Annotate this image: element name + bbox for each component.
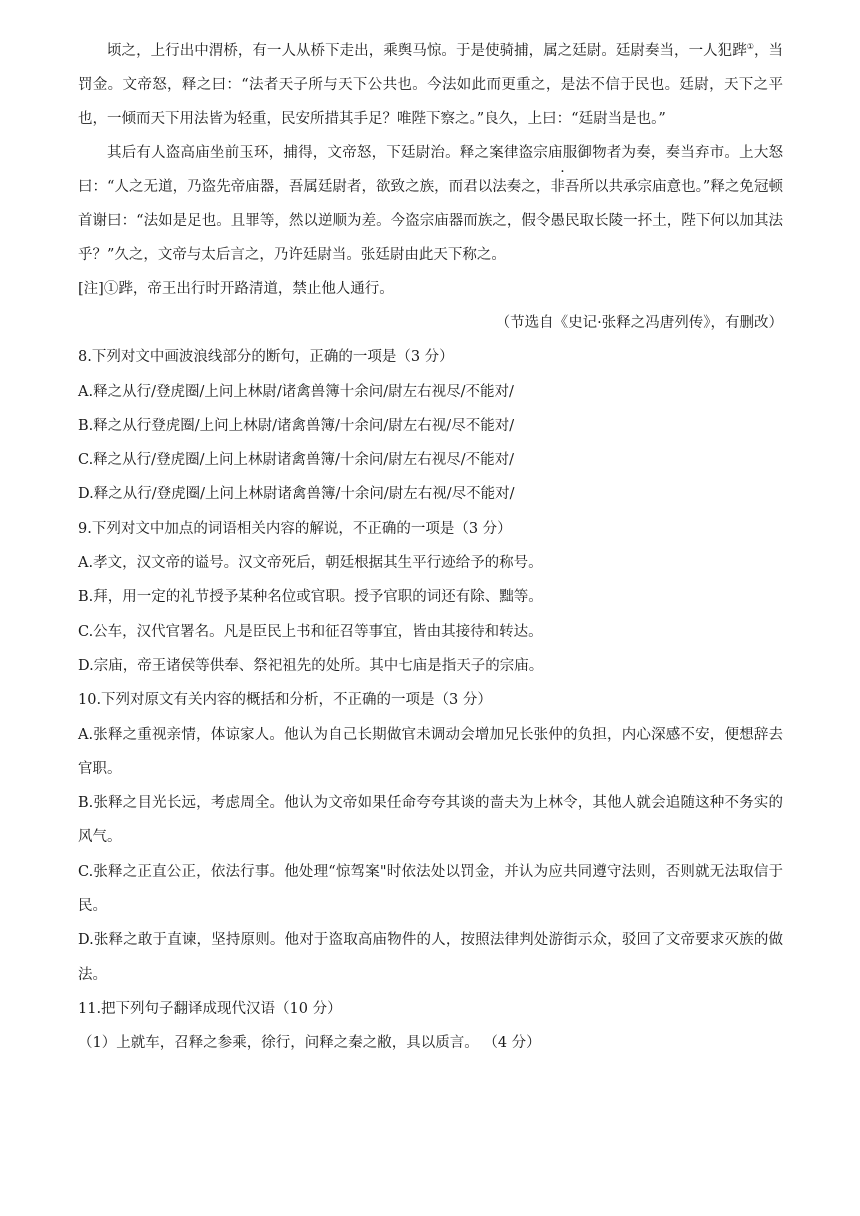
passage-paragraph-1: [78, 30, 783, 136]
passage-text: 服御物者为奏，奏当弃市。上大怒曰：“人之无道，乃盗先帝庙器，吾属廷尉者，欲致之族，而君以法奏之，非吾所以共承宗庙意也。”释之免冠顿首谢曰：“法如是足也。且罪等，然以逆顺为差。今盗宗庙器而族之，假令愚民取长陵一抔土，陛下何以加其法乎？”久之，文帝与太后言之，乃许廷尉当。张廷尉由此天下称之。: [78, 145, 784, 263]
passage-text: 顷之，上行出中渭桥，有一人从桥下走出，乘舆马惊。于是使骑捕，属之廷尉。廷尉奏当，一人犯跸: [107, 43, 747, 59]
option-c: C.张释之正直公正，依法行事。他处理“惊驾案"时依法处以罚金，并认为应共同遵守法则，否则就无法取信于民。: [78, 863, 783, 915]
passage-source: （节选自《史记·张释之冯唐列传》，有删改）: [495, 315, 783, 332]
passage-text: 其后有人盗高庙坐前玉环，捕得，文帝怒，下廷尉治。释之案律盗: [107, 145, 534, 161]
passage-text: ，当罚金。文帝怒，释之曰：“法者天子所与天下公共也。今法如此而更重之，是法不信于民也。廷尉，天下之平也，一倾而天下用法皆为轻重，民安所措其手足？唯陛下察之。”良久，上曰：“廷尉当是也。”: [78, 43, 784, 127]
option-c: C.公车，汉代官署名。凡是臣民上书和征召等事宜，皆由其接待和转达。: [78, 623, 543, 640]
option-b: B.张释之目光长远，考虑周全。他认为文帝如果任命夸夸其谈的啬夫为上林令，其他人就会追随这种不务实的风气。: [78, 795, 783, 846]
option-b: B.释之从行登虎圈/上问上林尉/诸禽兽簿/十余问/尉左右视/尽不能对/: [78, 417, 515, 434]
question-stem: 11.把下列句子翻译成现代汉语（10 分）: [78, 1000, 342, 1017]
option-d: D.宗庙，帝王诸侯等供奉、祭祀祖先的处所。其中七庙是指天子的宗庙。: [78, 657, 544, 674]
document-page: [78, 30, 783, 1061]
translation-sentence-1: （1）上就车，召释之参乘，徐行，问释之秦之敝，具以质言。 （4 分）: [78, 1035, 541, 1052]
option-d: D.张释之敢于直谏，坚持原则。他对于盗取高庙物件的人，按照法律判处游街示众，驳回了文帝要求灭族的做法。: [78, 932, 783, 983]
question-11: [78, 992, 783, 1061]
option-a: A.孝文，汉文帝的谥号。汉文帝死后，朝廷根据其生平行迹给予的称号。: [78, 555, 543, 572]
option-c: C.释之从行/登虎圈/上问上林尉诸禽兽簿/十余问/尉左右视尽/不能对/: [78, 452, 514, 469]
option-a: A.释之从行/登虎圈/上问上林尉/诸禽兽簿十余问/尉左右视尽/不能对/: [78, 383, 514, 400]
question-stem: 8.下列对文中画波浪线部分的断句，正确的一项是（3 分）: [78, 349, 454, 366]
passage-note: [注]①跸，帝王出行时开路清道，禁止他人通行。: [78, 281, 394, 297]
option-a: A.张释之重视亲情，体谅家人。他认为自己长期做官未调动会增加兄长张仲的负担，内心深感不安，便想辞去官职。: [78, 726, 783, 777]
question-8: [78, 340, 783, 511]
passage-paragraph-2: [78, 136, 783, 272]
question-stem: 9.下列对文中加点的词语相关内容的解说，不正确的一项是（3 分）: [78, 520, 512, 537]
dotted-word: 宗庙: [533, 145, 563, 161]
question-10: [78, 683, 783, 992]
option-d: D.释之从行/登虎圈/上问上林尉诸禽兽簿/十余问/尉左右视/尽不能对/: [78, 486, 515, 503]
option-b: B.拜，用一定的礼节授予某种名位或官职。授予官职的词还有除、黜等。: [78, 589, 543, 606]
question-stem: 10.下列对原文有关内容的概括和分析，不正确的一项是（3 分）: [78, 692, 492, 709]
question-9: [78, 512, 783, 683]
footnote-marker: ①: [746, 42, 754, 51]
